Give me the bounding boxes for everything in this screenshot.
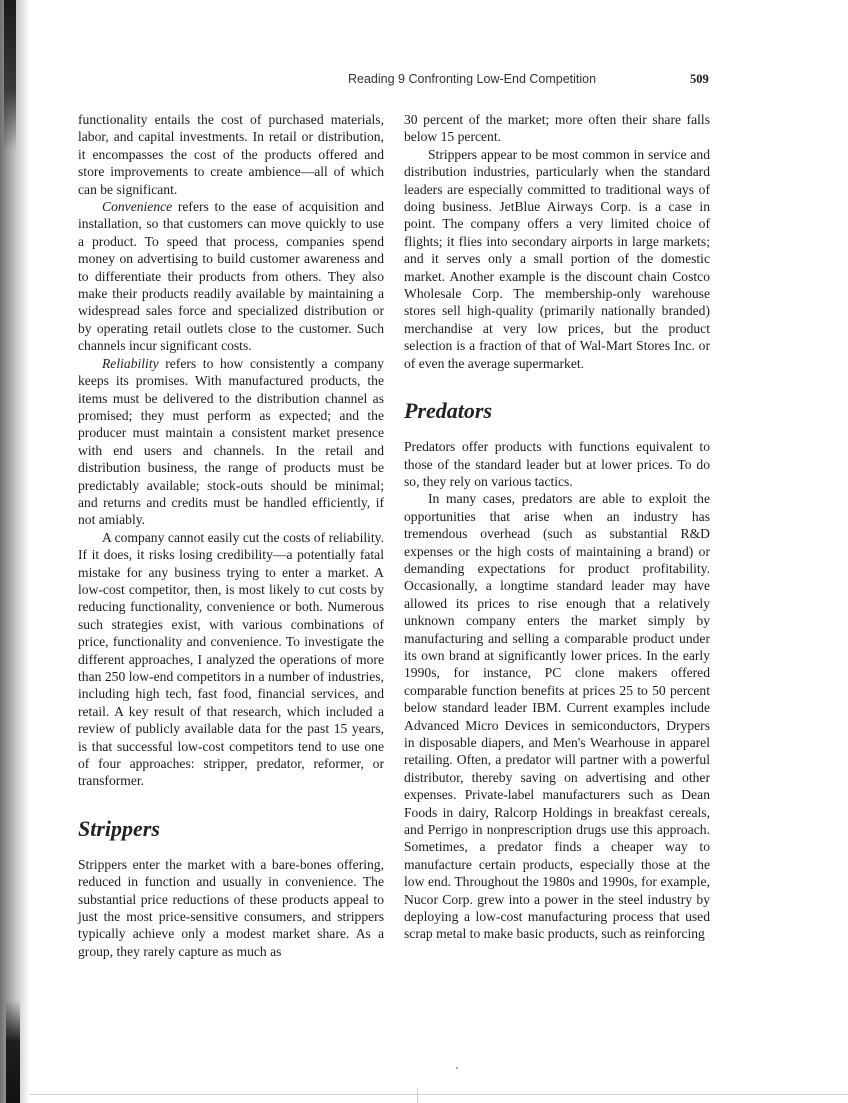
term-reliability: Reliability <box>102 355 159 371</box>
binding-dark-edge-bottom <box>6 1000 20 1103</box>
term-convenience: Convenience <box>102 199 173 215</box>
scan-bottom-edge <box>30 1094 848 1095</box>
book-binding-shadow <box>0 0 30 1103</box>
left-column <box>78 111 384 960</box>
paragraph-convenience <box>78 198 384 355</box>
scan-speck <box>456 1067 458 1069</box>
page-number: 509 <box>690 72 709 86</box>
section-heading-predators: Predators <box>404 398 492 424</box>
paragraph-text: refers to how consistently a company keeps its promises. With manufactured products, the items must be delivered to the distribution channel as promised; they must perform as expected; and the producer must maintain a consistent market presence with end users and channels. In the retail and distribution business, the range of products must be predictably available; stock-outs should be minimal; and returns and credits must be handled efficiently, if not amiably. <box>78 355 384 528</box>
running-head: Reading 9 Confronting Low-End Competition <box>348 72 597 86</box>
paragraph: In many cases, predators are able to exploit the opportunities that arise when an industry has tremendous overhead (such as substantial R&D expenses or the high costs of maintaining a brand) or demanding expectations for product profitability. Occasionally, a longtime standard leader may have allowed its prices to rise enough that a relatively unknown company enters the market simply by manufacturing and selling a comparable product under its own brand at significantly lower prices. In the early 1990s, for instance, PC clone makers offered comparable function benefits at prices 25 to 50 percent below standard leader IBM. Current examples include Advanced Micro Devices in semiconductors, Drypers in disposable diapers, and Men's Wearhouse in apparel retailing. Often, a predator will partner with a powerful distributor, thereby saving on advertising and other expenses. Private-label manufacturers such as Dean Foods in dairy, Ralcorp Holdings in breakfast cereals, and Perrigo in nonprescription drugs use this approach. Sometimes, a predator finds a cheaper way to manufacture certain products, especially those at the low end. Throughout the 1980s and 1990s, for example, Nucor Corp. grew into a power in the steel industry by deploying a low-cost manufacturing process that used scrap metal to make basic products, such as reinforcing <box>404 491 710 942</box>
section-heading-strippers: Strippers <box>78 815 160 841</box>
paragraph: A company cannot easily cut the costs of reliability. If it does, it risks losing credibility—a potentially fatal mistake for any business trying to enter a market. A low-cost competitor, then, is most likely to cut costs by reducing functionality, convenience or both. Numerous such strategies exist, with various combinations of price, functionality and convenience. To investigate the different approaches, I analyzed the operations of more than 250 low-end competitors in a number of industries, including high tech, fast food, financial services, and retail. A key result of that research, which included a review of publicly available data for the past 15 years, is that successful low-cost competitors tend to use one of four approaches: stripper, predator, reformer, or transformer. <box>78 529 384 789</box>
paragraph: 30 percent of the market; more often their share falls below 15 percent. <box>404 112 710 145</box>
paragraph: functionality entails the cost of purchased materials, labor, and capital investments. In retail or distribution, it encompasses the cost of the products offered and store improvements to create ambience—all of which can be significant. <box>78 112 384 197</box>
page-header <box>0 72 848 90</box>
paragraph: Strippers enter the market with a bare-bones offering, reduced in function and usually in convenience. The substantial price reductions of these products appeal to just the most price-sensitive consumers, and strippers typically achieve only a modest market share. As a group, they rarely capture as much as <box>78 856 384 959</box>
paragraph: Predators offer products with functions equivalent to those of the standard leader but at lower prices. To do so, they rely on various tactics. <box>404 439 710 489</box>
paragraph-reliability <box>78 355 384 529</box>
paragraph-text: refers to the ease of acquisition and installation, so that customers can move quickly to use a product. To speed that process, companies spend money on advertising to build customer awareness and to differentiate their products from others. They also make their products readily available by maintaining a widespread sales force and specialized distribution or by operating retail outlets close to the customer. Such channels incur significant costs. <box>78 199 384 354</box>
scan-bottom-tick <box>417 1088 418 1103</box>
right-column <box>404 111 710 943</box>
paragraph: Strippers appear to be most common in service and distribution industries, particularly when the standard leaders are especially committed to traditional ways of doing business. JetBlue Airways Corp. is a case in point. The company offers a very limited choice of flights; it flies into secondary airports in large markets; and it serves only a small portion of the domestic market. Another example is the discount chain Costco Wholesale Corp. The membership-only warehouse stores sell high-quality (primarily nationally branded) merchandise at very low prices, but the product selection is a fraction of that of Wal-Mart Stores Inc. or of even the average supermarket. <box>404 146 710 371</box>
